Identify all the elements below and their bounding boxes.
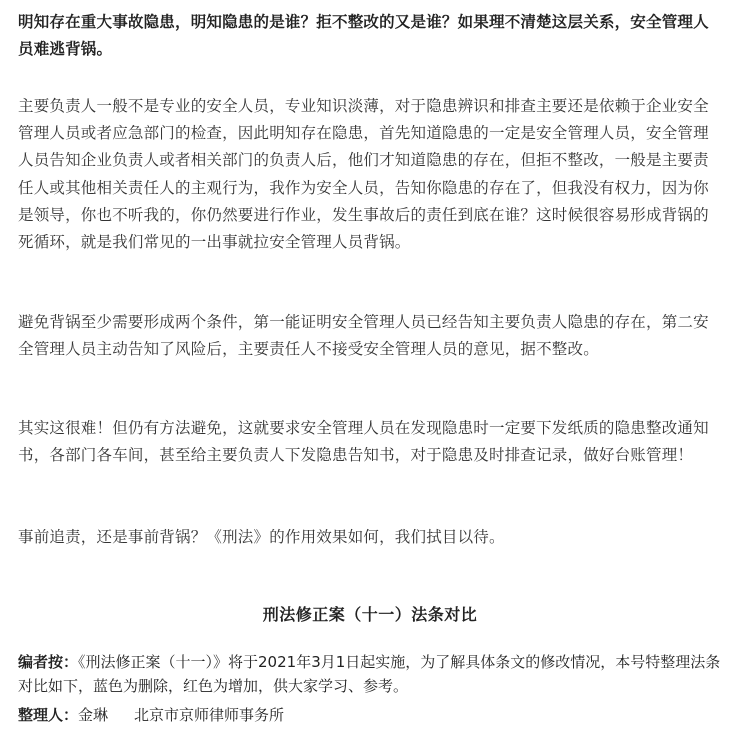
compiler-org: 北京市京师律师事务所 [134,706,285,724]
section-title: 刑法修正案（十一）法条对比 [262,605,478,624]
body-paragraph-2: 避免背锅至少需要形成两个条件，第一能证明安全管理人员已经告知主要负责人隐患的存在，第二安全管理人员主动告知了风险后，主要责任人不接受安全管理人员的意见，据不整改。 [18,313,709,359]
body-paragraph-4: 事前追责，还是事前背锅？《刑法》的作用效果如何，我们拭目以待。 [18,528,505,546]
editor-note-text: 《刑法修正案（十一）》将于2021年3月1日起实施，为了解具体条文的修改情况，本号特整理法条对比如下，蓝色为删除，红色为增加，供大家学习、参考。 [18,653,721,695]
body-paragraph-3: 其实这很难！但仍有方法避免，这就要求安全管理人员在发现隐患时一定要下发纸质的隐患整改通知书，各部门各车间，甚至给主要负责人下发隐患告知书，对于隐患及时排查记录，做好台账管理！ [18,419,709,465]
editor-note [18,650,722,698]
body-paragraph-1: 主要负责人一般不是专业的安全人员，专业知识淡薄，对于隐患辨识和排查主要还是依赖于企业安全管理人员或者应急部门的检查，因此明知存在隐患，首先知道隐患的一定是安全管理人员，安全管理人员告知企业负责人或者相关部门的负责人后，他们才知道隐患的存在，但拒不整改，一般是主要责任人或其他相关责任人的主观行为，我作为安全人员，告知你隐患的存在了，但我没有权力，因为你是领导，你也不听我的，你仍然要进行作业，发生事故后的责任到底在谁？这时候很容易形成背锅的死循环，就是我们常见的一出事就拉安全管理人员背锅。 [18,97,709,252]
compiler-name: 金琳 [78,706,109,724]
compiler-line [18,703,722,727]
editor-note-label: 编者按： [18,653,79,671]
intro-paragraph: 明知存在重大事故隐患，明知隐患的是谁？拒不整改的又是谁？如果理不清楚这层关系，安全管理人员难逃背锅。 [18,13,709,59]
compiler-label: 整理人： [18,706,79,724]
